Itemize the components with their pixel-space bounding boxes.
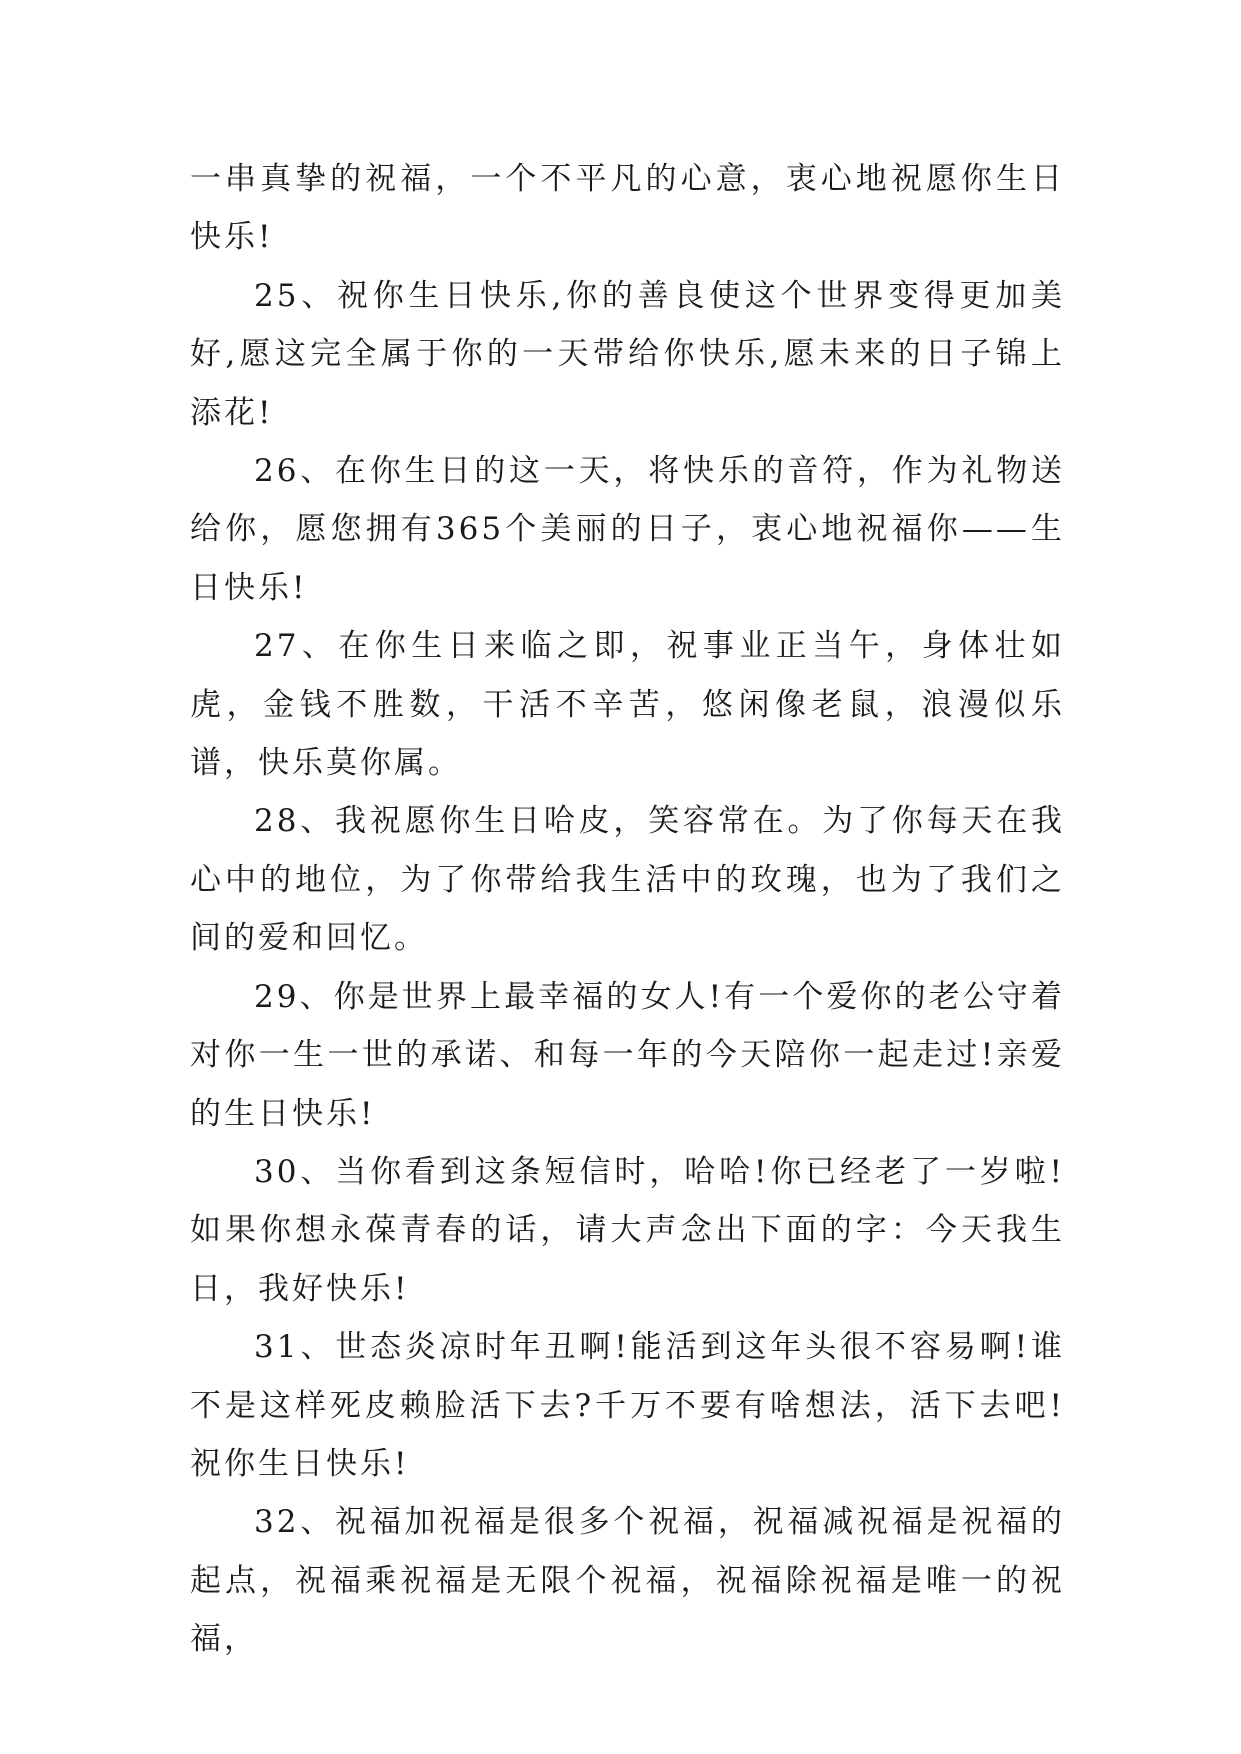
paragraph-24-continuation: 一串真挚的祝福，一个不平凡的心意，衷心地祝愿你生日快乐! — [190, 161, 1065, 256]
paragraph-27: 27、在你生日来临之即，祝事业正当午，身体壮如虎，金钱不胜数，干活不辛苦，悠闲像老鼠，浪漫似乐谱，快乐莫你属。 — [190, 628, 1065, 782]
paragraph-32: 32、祝福加祝福是很多个祝福，祝福减祝福是祝福的起点，祝福乘祝福是无限个祝福，祝福除祝福是唯一的祝福， — [190, 1504, 1065, 1658]
document-body — [190, 150, 1065, 1669]
paragraph-29: 29、你是世界上最幸福的女人!有一个爱你的老公守着对你一生一世的承诺、和每一年的今天陪你一起走过!亲爱的生日快乐! — [190, 978, 1065, 1132]
paragraph-28: 28、我祝愿你生日哈皮，笑容常在。为了你每天在我心中的地位，为了你带给我生活中的玫瑰，也为了我们之间的爱和回忆。 — [190, 803, 1065, 957]
paragraph-31: 31、世态炎凉时年丑啊!能活到这年头很不容易啊!谁不是这样死皮赖脸活下去?千万不要有啥想法，活下去吧!祝你生日快乐! — [190, 1329, 1065, 1482]
paragraph-26: 26、在你生日的这一天，将快乐的音符，作为礼物送给你，愿您拥有365个美丽的日子，衷心地祝福你——生日快乐! — [190, 453, 1065, 606]
paragraph-30: 30、当你看到这条短信时，哈哈!你已经老了一岁啦!如果你想永葆青春的话，请大声念出下面的字：今天我生日，我好快乐! — [190, 1153, 1065, 1307]
paragraph-25: 25、祝你生日快乐,你的善良使这个世界变得更加美好,愿这完全属于你的一天带给你快乐,愿未来的日子锦上添花! — [190, 277, 1065, 431]
